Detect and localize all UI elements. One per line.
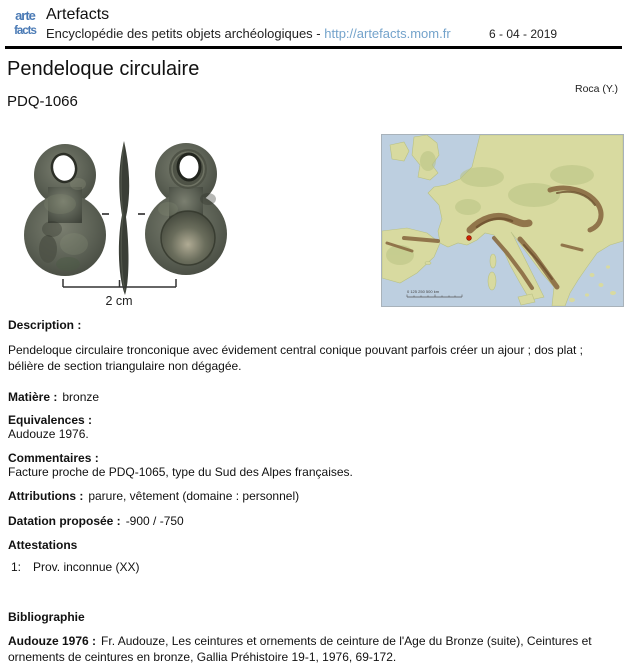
matiere-label: Matière : xyxy=(8,390,58,404)
dash-left xyxy=(102,213,109,215)
document-date: 6 - 04 - 2019 xyxy=(489,27,558,41)
attestation-text: Prov. inconnue (XX) xyxy=(33,560,140,574)
attributions-value: parure, vêtement (domaine : personnel) xyxy=(88,489,300,503)
author-name: Roca (Y.) xyxy=(575,83,618,95)
bibliography-text: Fr. Audouze, Les ceintures et ornements de ceinture de l'Age du Bronze (suite), Ceintures et ornements de ceintures en bronze, Gallia Préhistoire 19-1, 1976, 69-172. xyxy=(8,634,592,664)
side-view xyxy=(119,141,129,295)
header-rule xyxy=(5,46,622,49)
front-view xyxy=(24,144,106,276)
bibliographie-label: Bibliographie xyxy=(8,610,85,624)
datation-label: Datation proposée : xyxy=(8,514,121,528)
attestation-number: 1: xyxy=(11,560,22,574)
matiere-field xyxy=(8,389,620,405)
artifact-photo xyxy=(8,129,233,312)
description-label: Description : xyxy=(8,318,82,332)
findspot-marker xyxy=(467,236,472,241)
svg-text:arte: arte xyxy=(15,8,35,23)
distribution-map xyxy=(381,134,624,307)
datation-value: -900 / -750 xyxy=(125,514,184,528)
back-view xyxy=(145,143,227,275)
app-subtitle xyxy=(46,26,451,41)
commentaires-value: Facture proche de PDQ-1065, type du Sud des Alpes françaises. xyxy=(8,465,353,479)
matiere-value: bronze xyxy=(62,390,100,404)
datation-field xyxy=(8,513,620,529)
attributions-label: Attributions : xyxy=(8,489,84,503)
artefacts-logo-icon xyxy=(8,5,42,41)
site-url-link[interactable]: http://artefacts.mom.fr xyxy=(324,26,451,41)
attestations-label: Attestations xyxy=(8,538,78,552)
subtitle-text: Encyclopédie des petits objets archéologiques - xyxy=(46,26,325,41)
commentaires-label: Commentaires : xyxy=(8,451,99,465)
photo-scale-label: 2 cm xyxy=(105,294,133,308)
description-text: Pendeloque circulaire tronconique avec évidement central conique pouvant parfois créer un ajour ; dos plat ; bélière de section triangulaire non dégagée. xyxy=(8,343,584,373)
photo-scale-bar xyxy=(63,279,176,287)
svg-text:facts: facts xyxy=(14,25,36,37)
equivalences-value: Audouze 1976. xyxy=(8,427,89,441)
bibliography-ref: Audouze 1976 : xyxy=(8,634,97,648)
record-id: PDQ-1066 xyxy=(7,93,78,110)
svg-text:0 125 250 500 km: 0 125 250 500 km xyxy=(407,289,440,294)
app-title: Artefacts xyxy=(46,6,110,23)
attributions-field xyxy=(8,488,620,504)
equivalences-label: Equivalences : xyxy=(8,413,93,427)
dash-right xyxy=(138,213,145,215)
attestation-item xyxy=(8,559,620,575)
bibliography-entry xyxy=(8,633,620,665)
page-title: Pendeloque circulaire xyxy=(7,58,200,80)
